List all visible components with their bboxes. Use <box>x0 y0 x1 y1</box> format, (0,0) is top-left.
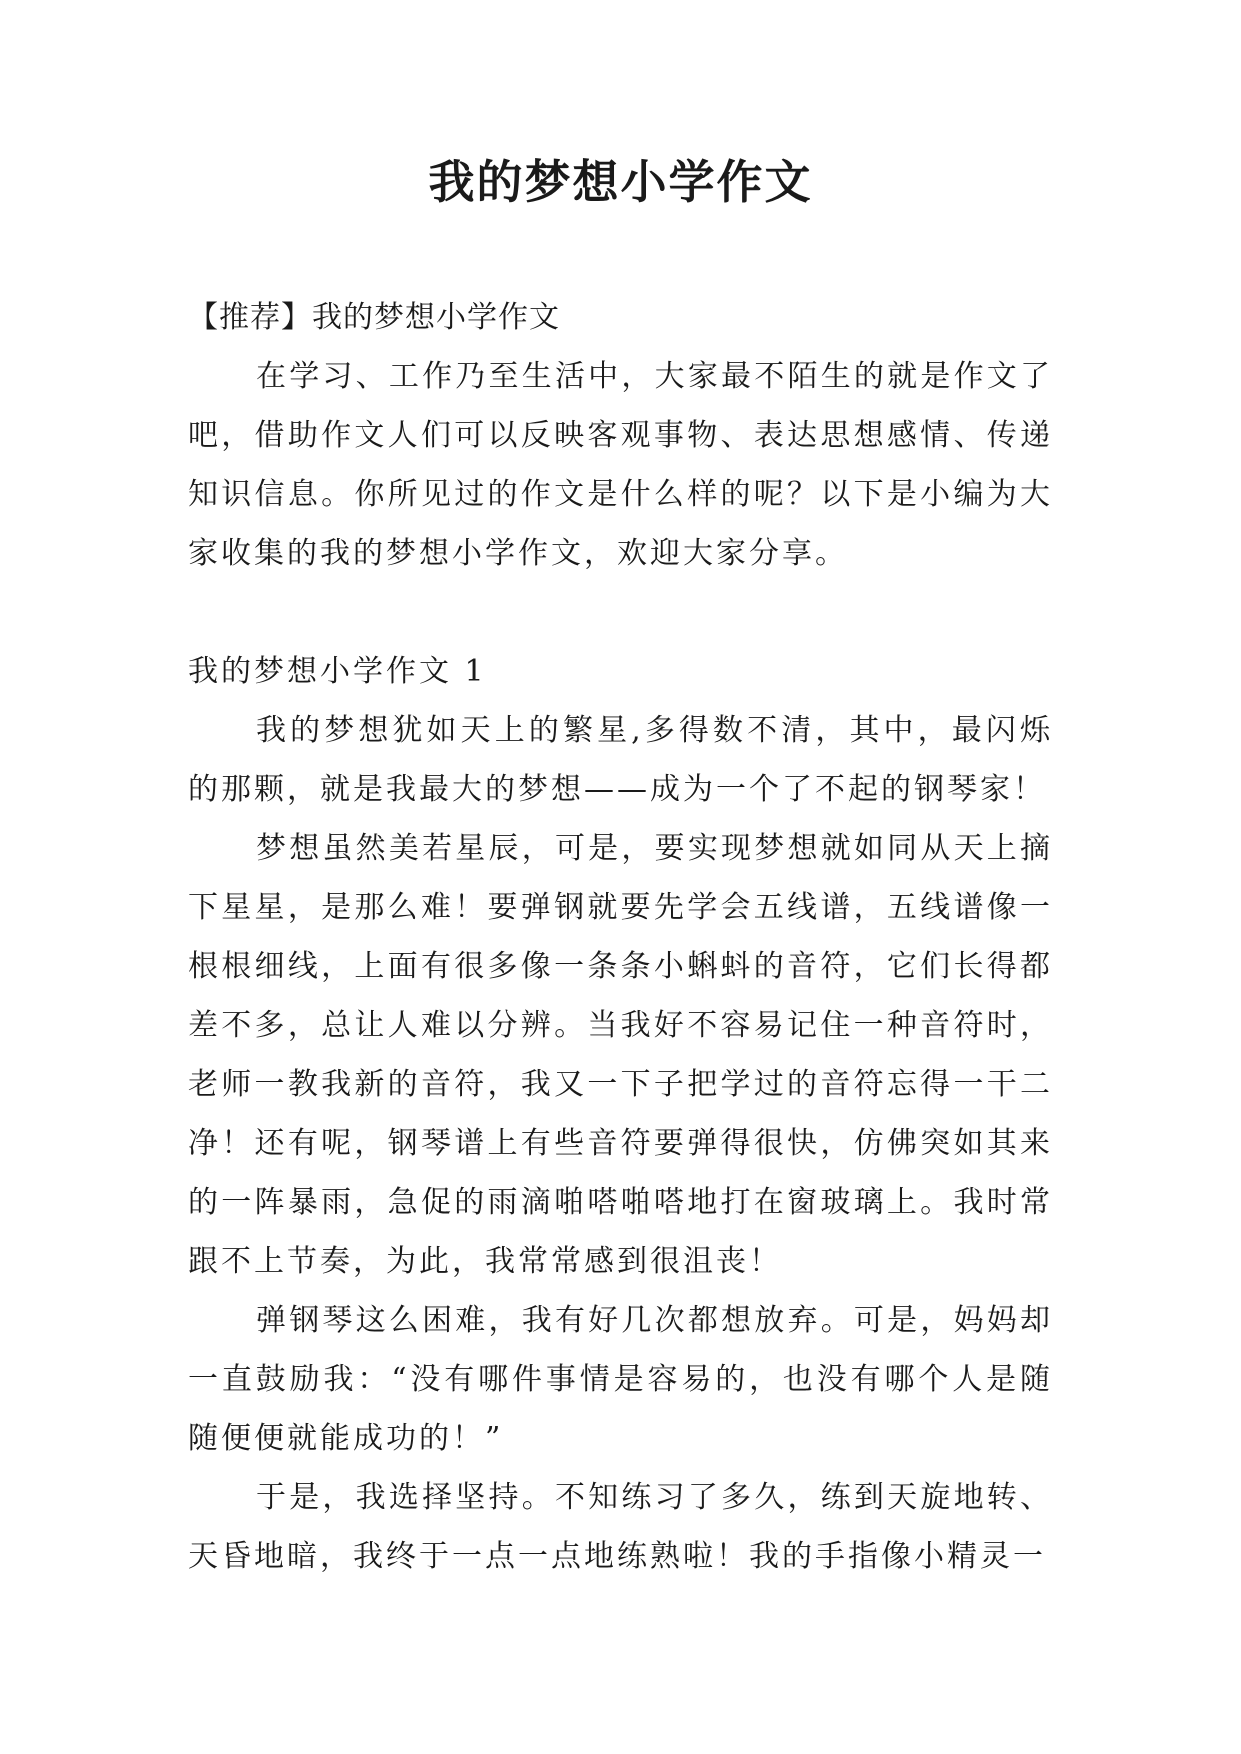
body-paragraph: 梦想虽然美若星辰，可是，要实现梦想就如同从天上摘下星星，是那么难！要弹钢就要先学会五线谱，五线谱像一根根细线，上面有很多像一条条小蝌蚪的音符，它们长得都差不多，总让人难以分辨。当我好不容易记住一种音符时，老师一教我新的音符，我又一下子把学过的音符忘得一干二净！还有呢，钢琴谱上有些音符要弹得很快，仿佛突如其来的一阵暴雨，急促的雨滴啪嗒啪嗒地打在窗玻璃上。我时常跟不上节奏，为此，我常常感到很沮丧！ <box>188 831 1053 1279</box>
body-paragraph: 弹钢琴这么困难，我有好几次都想放弃。可是，妈妈却一直鼓励我：“没有哪件事情是容易的，也没有哪个人是随随便便就能成功的！” <box>188 1303 1053 1456</box>
intro-paragraph: 在学习、工作乃至生活中，大家最不陌生的就是作文了吧，借助作文人们可以反映客观事物、表达思想感情、传递知识信息。你所见过的作文是什么样的呢？以下是小编为大家收集的我的梦想小学作文，欢迎大家分享。 <box>188 359 1053 571</box>
body-paragraph: 我的梦想犹如天上的繁星,多得数不清，其中，最闪烁的那颗，就是我最大的梦想——成为一个了不起的钢琴家！ <box>188 713 1053 807</box>
document-title: 我的梦想小学作文 <box>428 155 813 209</box>
section-heading: 我的梦想小学作文 1 <box>188 654 487 689</box>
recommend-line: 【推荐】我的梦想小学作文 <box>188 300 560 335</box>
body-paragraph: 于是，我选择坚持。不知练习了多久，练到天旋地转、天昏地暗，我终于一点一点地练熟啦！我的手指像小精灵一 <box>188 1480 1053 1574</box>
document-body <box>188 288 1053 1586</box>
